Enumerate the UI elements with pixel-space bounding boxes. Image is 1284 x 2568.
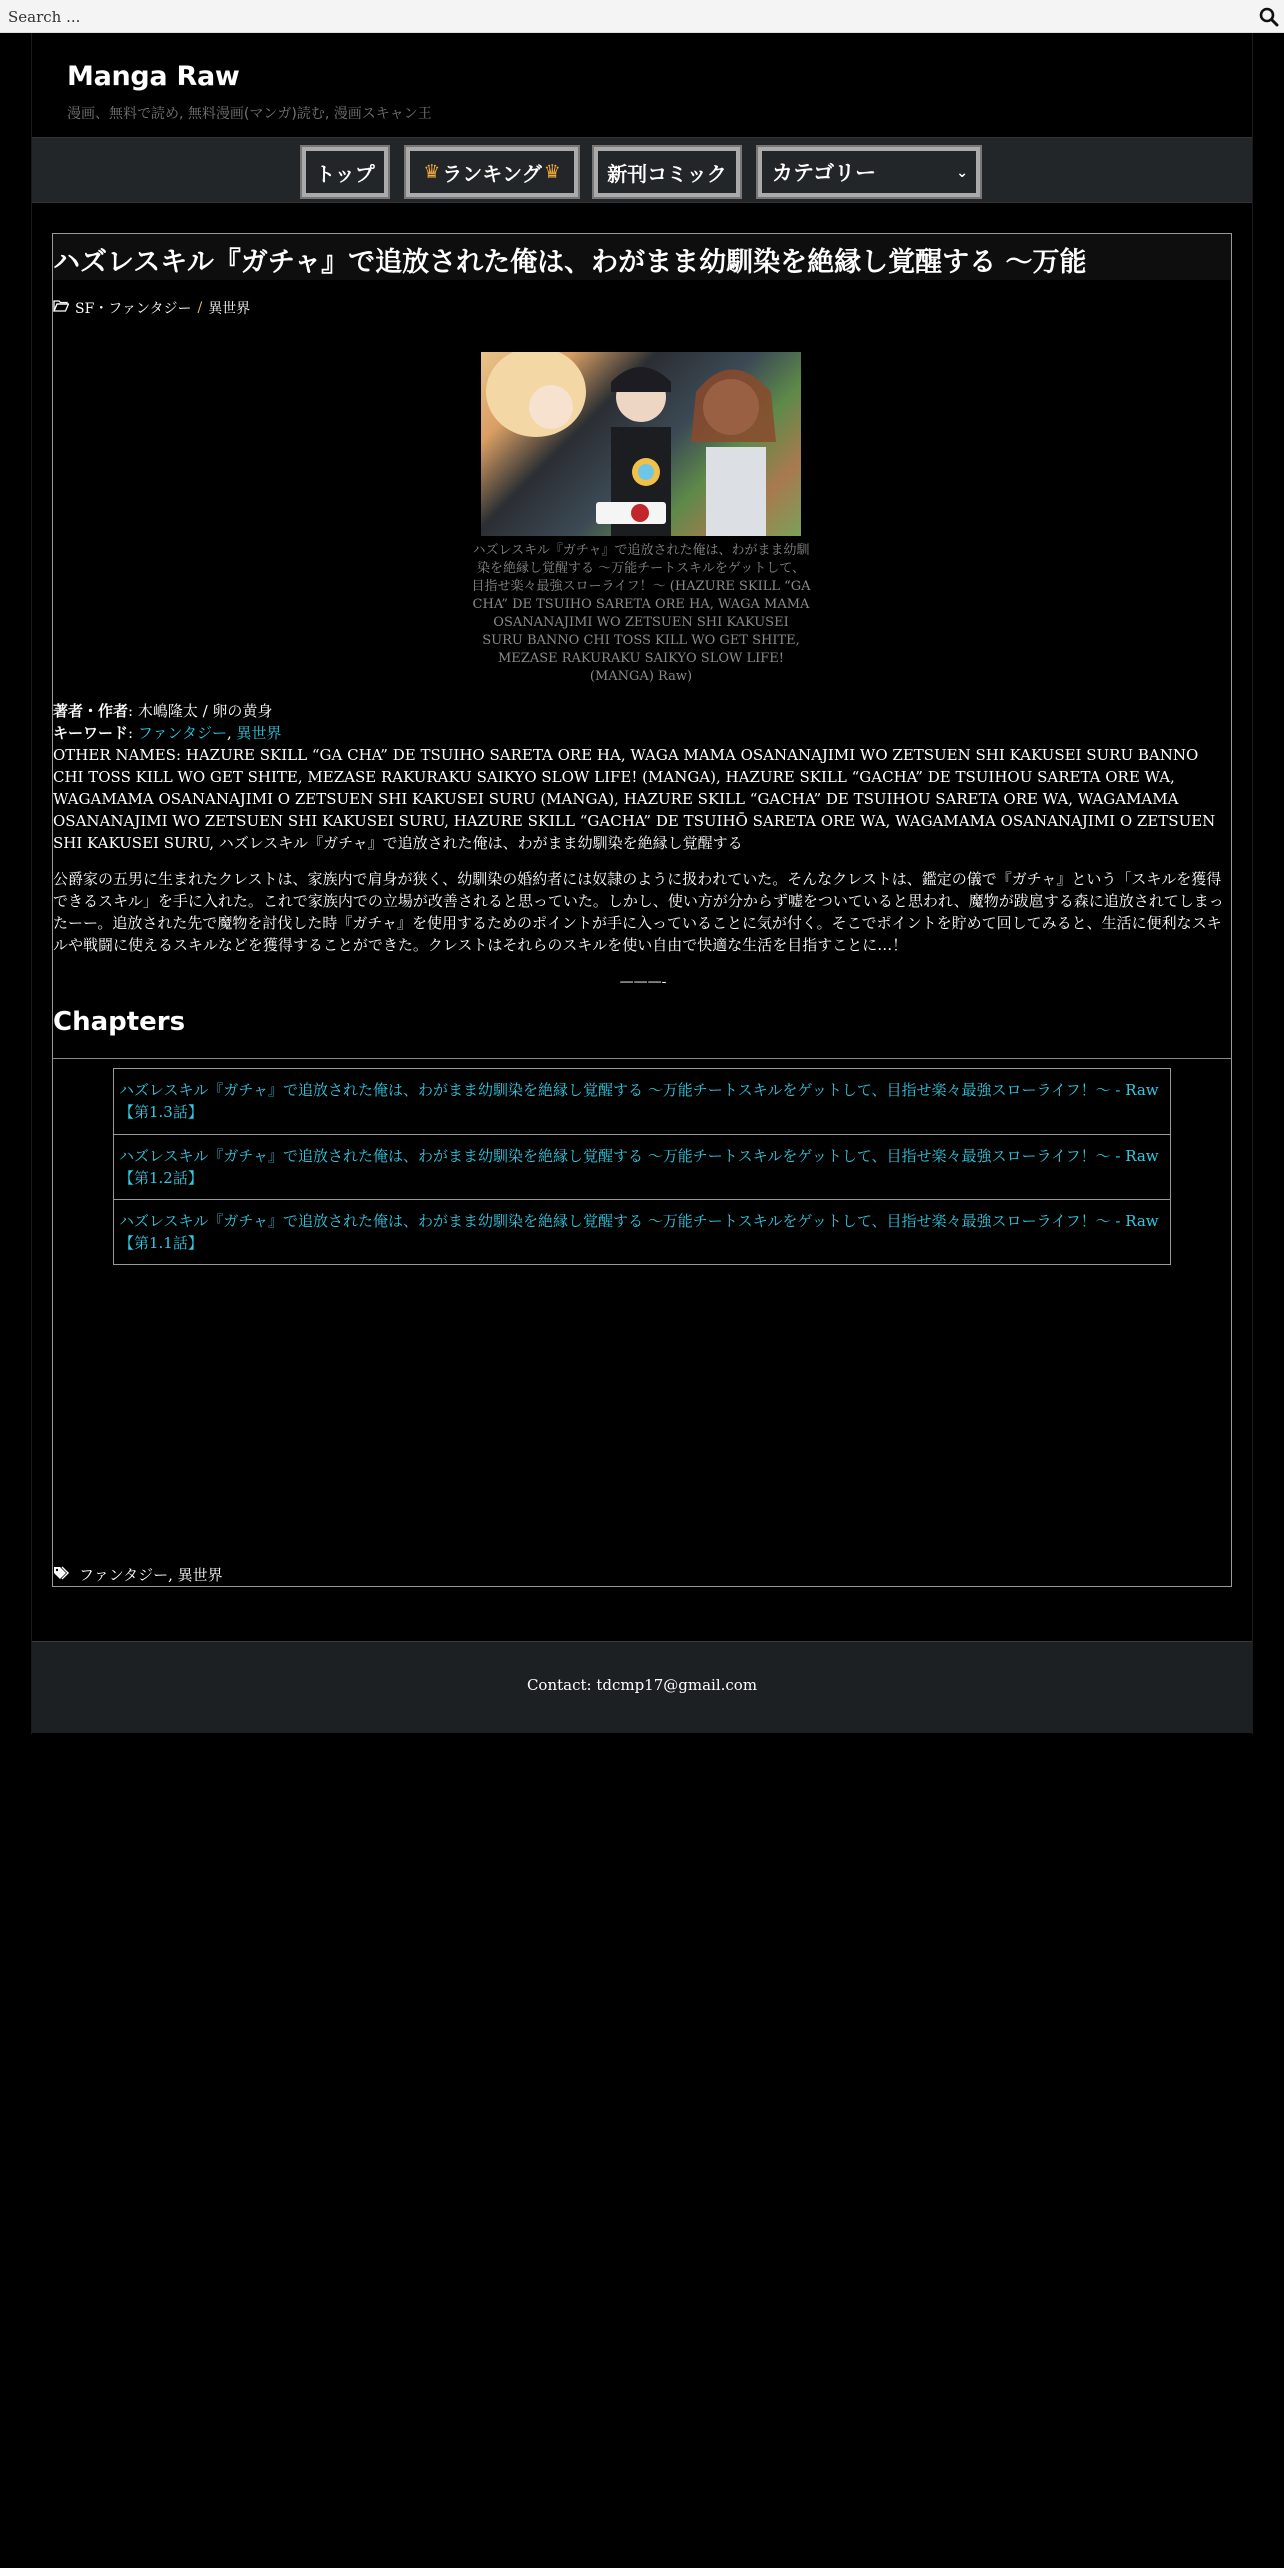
manga-article <box>52 233 1232 1587</box>
category-line <box>53 298 250 318</box>
nav-new-comics-button[interactable] <box>594 147 740 197</box>
manga-meta <box>53 700 1233 854</box>
search-bar <box>0 0 1284 33</box>
footer-contact: Contact: tdcmp17@gmail.com <box>526 1676 758 1694</box>
keyword-line: キーワード: ファンタジー, 異世界 <box>53 724 282 742</box>
list-item <box>114 1199 1170 1264</box>
tags-line <box>53 1564 223 1585</box>
nav-ranking-button[interactable] <box>406 147 578 197</box>
page-wrapper <box>31 33 1253 1734</box>
cover-image[interactable] <box>481 352 801 536</box>
folder-icon <box>53 299 69 317</box>
page-title: ハズレスキル『ガチャ』で追放された俺は、わがまま幼馴染を絶縁し覚醒する ～万能 <box>53 234 1231 280</box>
list-item <box>114 1069 1170 1134</box>
crown-icon: ♛ <box>423 161 441 183</box>
chapters-divider <box>53 1058 1231 1059</box>
nav-ranking-label: ランキング <box>442 161 542 186</box>
search-input[interactable] <box>0 0 1250 33</box>
chapter-link[interactable]: ハズレスキル『ガチャ』で追放された俺は、わがまま幼馴染を絶縁し覚醒する ～万能チートスキルをゲットして、目指せ楽々最強スローライフ！～ - Raw 【第1.2話】 <box>119 1147 1159 1187</box>
author-label: 著者・作者 <box>53 702 129 720</box>
category-select[interactable] <box>758 147 980 197</box>
author-value: 木嶋隆太 / 卵の黄身 <box>137 702 273 720</box>
chapters-heading: Chapters <box>53 1007 186 1037</box>
crown-icon: ♛ <box>543 161 561 183</box>
keyword-label: キーワード <box>53 724 129 742</box>
chapter-link[interactable]: ハズレスキル『ガチャ』で追放された俺は、わがまま幼馴染を絶縁し覚醒する ～万能チートスキルをゲットして、目指せ楽々最強スローライフ！～ - Raw 【第1.3話】 <box>119 1081 1159 1121</box>
site-title[interactable]: Manga Raw <box>67 61 240 92</box>
keyword-link-fantasy[interactable]: ファンタジー <box>137 724 227 742</box>
tags-icon <box>53 1566 71 1584</box>
author-line: 著者・作者: 木嶋隆太 / 卵の黄身 <box>53 702 273 720</box>
divider: ———- <box>619 974 667 990</box>
cover-caption: ハズレスキル『ガチャ』で追放された俺は、わがまま幼馴染を絶縁し覚醒する ～万能チートスキルをゲットして、目指せ楽々最強スローライフ！～ (HAZURE SKILL “GA CHA” DE TSUIHO SARETA ORE HA, WAGA MAMA OSANANAJIMI WO ZETSUEN SHI KAKUSEI SURU BANNO CHI TOSS KILL WO GET SHITE, MEZASE RAKURAKU SAIKYO SLOW LIFE! (MANGA) Raw) <box>471 543 811 684</box>
other-names-value: HAZURE SKILL “GA CHA” DE TSUIHO SARETA ORE HA, WAGA MAMA OSANANAJIMI WO ZETSUEN SHI KAKUSEI SURU BANNO CHI TOSS KILL WO GET SHITE, MEZASE RAKURAKU SAIKYO SLOW LIFE! (MANGA), HAZURE SKILL “GACHA” DE TSUIHOU SARETA ORE WA, WAGAMAMA OSANANAJIMI O ZETSUEN SHI KAKUSEI SURU (MANGA), HAZURE SKILL “GACHA” DE TSUIHOU SARETA ORE WA, WAGAMAMA OSANANAJIMI WO ZETSUEN SHI KAKUSEI SURU, HAZURE SKILL “GACHA” DE TSUIHŌ SARETA ORE WA, WAGAMAMA OSANANAJIMI O ZETSUEN SHI KAKUSEI SURU, ハズレスキル『ガチャ』で追放された俺は、わがまま幼馴染を絶縁し覚醒する <box>53 746 1216 852</box>
tags-list[interactable]: ファンタジー, 異世界 <box>79 1566 223 1584</box>
chevron-down-icon: ⌄ <box>956 165 968 181</box>
footer <box>32 1641 1252 1733</box>
list-item <box>114 1134 1170 1199</box>
category-link-isekai[interactable]: 異世界 <box>208 301 251 317</box>
search-icon[interactable] <box>1258 6 1280 28</box>
other-names-label: OTHER NAMES <box>53 746 176 764</box>
chapter-link[interactable]: ハズレスキル『ガチャ』で追放された俺は、わがまま幼馴染を絶縁し覚醒する ～万能チートスキルをゲットして、目指せ楽々最強スローライフ！～ - Raw 【第1.1話】 <box>119 1212 1159 1252</box>
nav-top-button[interactable] <box>302 147 388 197</box>
category-select-value: カテゴリー <box>772 161 877 185</box>
synopsis: 公爵家の五男に生まれたクレストは、家族内で肩身が狭く、幼馴染の婚約者には奴隷のように扱われていた。そんなクレストは、鑑定の儀で『ガチャ』という「スキルを獲得できるスキル」を手に入れた。これで家族内での立場が改善されると思っていた。しかし、使い方が分からず嘘をついていると思われ、魔物が跋扈する森に追放されてしまったーー。追放された先で魔物を討伐した時『ガチャ』を使用するためのポイントが手に入っていることに気が付く。そこでポイントを貯めて回してみると、生活に便利なスキルや戦闘に使えるスキルなどを獲得することができた。クレストはそれらのスキルを使い自由で快適な生活を目指すことに…！ <box>53 870 1224 954</box>
main-nav <box>32 137 1252 203</box>
chapter-list <box>113 1068 1171 1265</box>
category-separator: / <box>197 300 203 316</box>
other-names: OTHER NAMES: HAZURE SKILL “GA CHA” DE TSUIHO SARETA ORE HA, WAGA MAMA OSANANAJIMI WO ZETSUEN SHI KAKUSEI SURU BANNO CHI TOSS KILL WO GET SHITE, MEZASE RAKURAKU SAIKYO SLOW LIFE! (MANGA), HAZURE SKILL “GACHA” DE TSUIHOU SARETA ORE WA, WAGAMAMA OSANANAJIMI O ZETSUEN SHI KAKUSEI SURU (MANGA), HAZURE SKILL “GACHA” DE TSUIHOU SARETA ORE WA, WAGAMAMA OSANANAJIMI WO ZETSUEN SHI KAKUSEI SURU, HAZURE SKILL “GACHA” DE TSUIHŌ SARETA ORE WA, WAGAMAMA OSANANAJIMI O ZETSUEN SHI KAKUSEI SURU, ハズレスキル『ガチャ』で追放された俺は、わがまま幼馴染を絶縁し覚醒する <box>53 746 1216 852</box>
site-tagline: 漫画、無料で読め, 無料漫画(マンガ)読む, 漫画スキャン王 <box>67 106 432 122</box>
nav-new-comics-label: 新刊コミック <box>607 161 727 186</box>
nav-top-label: トップ <box>315 161 375 186</box>
category-link-sf-fantasy[interactable]: SF・ファンタジー <box>75 301 192 317</box>
keyword-link-isekai[interactable]: 異世界 <box>236 724 282 742</box>
